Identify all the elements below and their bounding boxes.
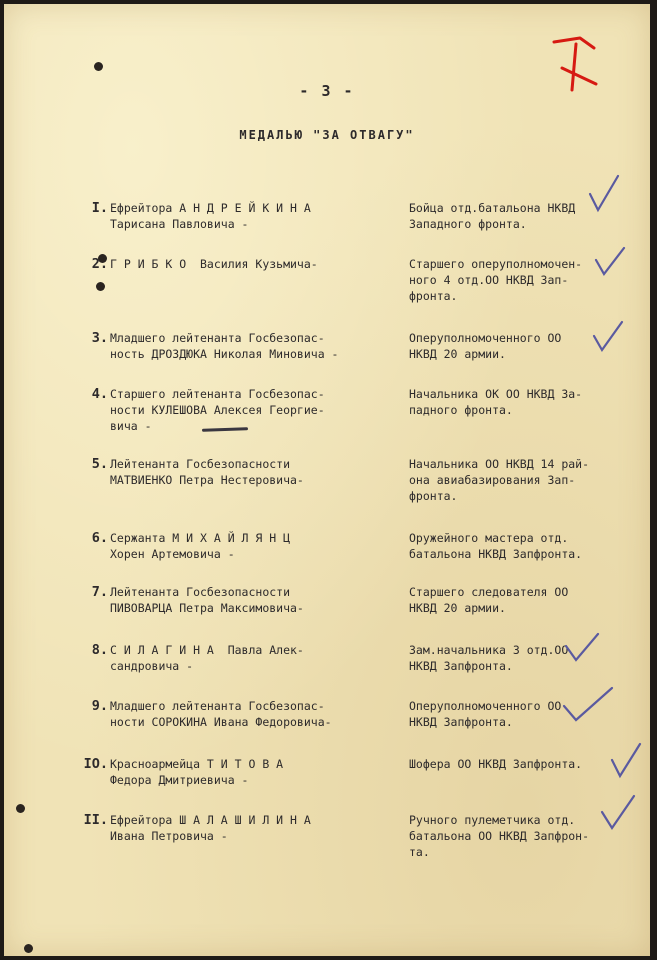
entry-number: 7. xyxy=(91,584,108,600)
entry-post-line: НКВД Запфронта. xyxy=(409,715,513,729)
entry-post-line: Западного фронта. xyxy=(409,217,527,231)
entry-post-line: ного 4 отд.ОО НКВД Зап- xyxy=(409,273,569,287)
document-page xyxy=(4,4,650,956)
punch-hole xyxy=(16,804,25,813)
punch-hole xyxy=(96,282,105,291)
entry-post-line: батальона ОО НКВД Запфрон- xyxy=(409,829,590,843)
entry-name-line: ности КУЛЕШОВА Алексея Георгие- xyxy=(110,403,325,417)
entry-post-line: НКВД 20 армии. xyxy=(409,601,506,615)
entry-post-line: НКВД 20 армии. xyxy=(409,347,506,361)
page-number: - 3 - xyxy=(299,82,355,100)
entry-name-line: Г Р И Б К О Василия Кузьмича- xyxy=(110,257,318,271)
entry-number: 8. xyxy=(91,642,108,658)
check-mark-icon xyxy=(608,740,644,780)
entry-name-line: Хорен Артемовича - xyxy=(110,547,235,561)
entry-post-line: Старшего оперуполномочен- xyxy=(409,257,583,271)
entry-post-line: НКВД Запфронта. xyxy=(409,659,513,673)
entry-post-line: фронта. xyxy=(409,489,458,503)
entry-name-line: Ефрейтора А Н Д Р Е Й К И Н А xyxy=(110,201,311,215)
entry-name-line: Младшего лейтенанта Госбезопас- xyxy=(110,699,325,713)
entry-post-line: Оперуполномоченного ОО xyxy=(409,331,562,345)
entry-number: IO. xyxy=(83,756,108,772)
check-mark-icon xyxy=(562,630,602,664)
punch-hole xyxy=(24,944,33,953)
entry-number: 2. xyxy=(91,256,108,272)
entry-post-line: она авиабазирования Зап- xyxy=(409,473,576,487)
entry-name-line: вича - xyxy=(110,419,152,433)
entry-number: II. xyxy=(83,812,108,828)
entry-name-line: ПИВОВАРЦА Петра Максимовича- xyxy=(110,601,304,615)
entry-name-line: Лейтенанта Госбезопасности xyxy=(110,585,291,599)
entry-name-line: С И Л А Г И Н А Павла Алек- xyxy=(110,643,304,657)
entry-number: I. xyxy=(91,200,108,216)
entry-post-line: Ручного пулеметчика отд. xyxy=(409,813,576,827)
check-mark-icon xyxy=(586,172,622,214)
entry-name-line: сандровича - xyxy=(110,659,194,673)
entry-name-line: Сержанта М И Х А Й Л Я Н Ц xyxy=(110,531,291,545)
entry-post-line: фронта. xyxy=(409,289,458,303)
entry-post-line: Начальника ОО НКВД 14 рай- xyxy=(409,457,590,471)
entry-number: 6. xyxy=(91,530,108,546)
entry-post-line: Оружейного мастера отд. xyxy=(409,531,569,545)
entry-post-line: Зам.начальника 3 отд.ОО xyxy=(409,643,569,657)
entry-post-line: Оперуполномоченного ОО xyxy=(409,699,562,713)
award-heading: МЕДАЛЬЮ "ЗА ОТВАГУ" xyxy=(239,128,415,142)
entry-post-line: Старшего следователя ОО xyxy=(409,585,569,599)
entry-name-line: МАТВИЕНКО Петра Нестеровича- xyxy=(110,473,304,487)
punch-hole xyxy=(94,62,103,71)
entry-post-line: Бойца отд.батальона НКВД xyxy=(409,201,576,215)
check-mark-icon xyxy=(598,792,638,832)
entry-name-line: ности СОРОКИНА Ивана Федоровича- xyxy=(110,715,332,729)
entry-post-line: Шофера ОО НКВД Запфронта. xyxy=(409,757,583,771)
entry-name-line: Ивана Петровича - xyxy=(110,829,228,843)
entry-post-line: Начальника ОК ОО НКВД За- xyxy=(409,387,583,401)
entry-name-line: Федора Дмитриевича - xyxy=(110,773,249,787)
entry-number: 5. xyxy=(91,456,108,472)
entry-post-line: та. xyxy=(409,845,430,859)
entry-post-line: падного фронта. xyxy=(409,403,513,417)
entry-name-line: Ефрейтора Ш А Л А Ш И Л И Н А xyxy=(110,813,311,827)
entry-name-line: Тарисана Павловича - xyxy=(110,217,249,231)
entry-name-line: Красноармейца Т И Т О В А xyxy=(110,757,284,771)
entry-number: 4. xyxy=(91,386,108,402)
entry-name-line: Старшего лейтенанта Госбезопас- xyxy=(110,387,325,401)
check-mark-icon xyxy=(560,684,616,724)
check-mark-icon xyxy=(592,244,628,278)
entry-name-line: Младшего лейтенанта Госбезопас- xyxy=(110,331,325,345)
entry-number: 3. xyxy=(91,330,108,346)
entry-name-line: Лейтенанта Госбезопасности xyxy=(110,457,291,471)
check-mark-icon xyxy=(590,318,626,354)
entry-name-line: ность ДРОЗДЮКА Николая Миновича - xyxy=(110,347,339,361)
entry-post-line: батальона НКВД Запфронта. xyxy=(409,547,583,561)
entry-number: 9. xyxy=(91,698,108,714)
